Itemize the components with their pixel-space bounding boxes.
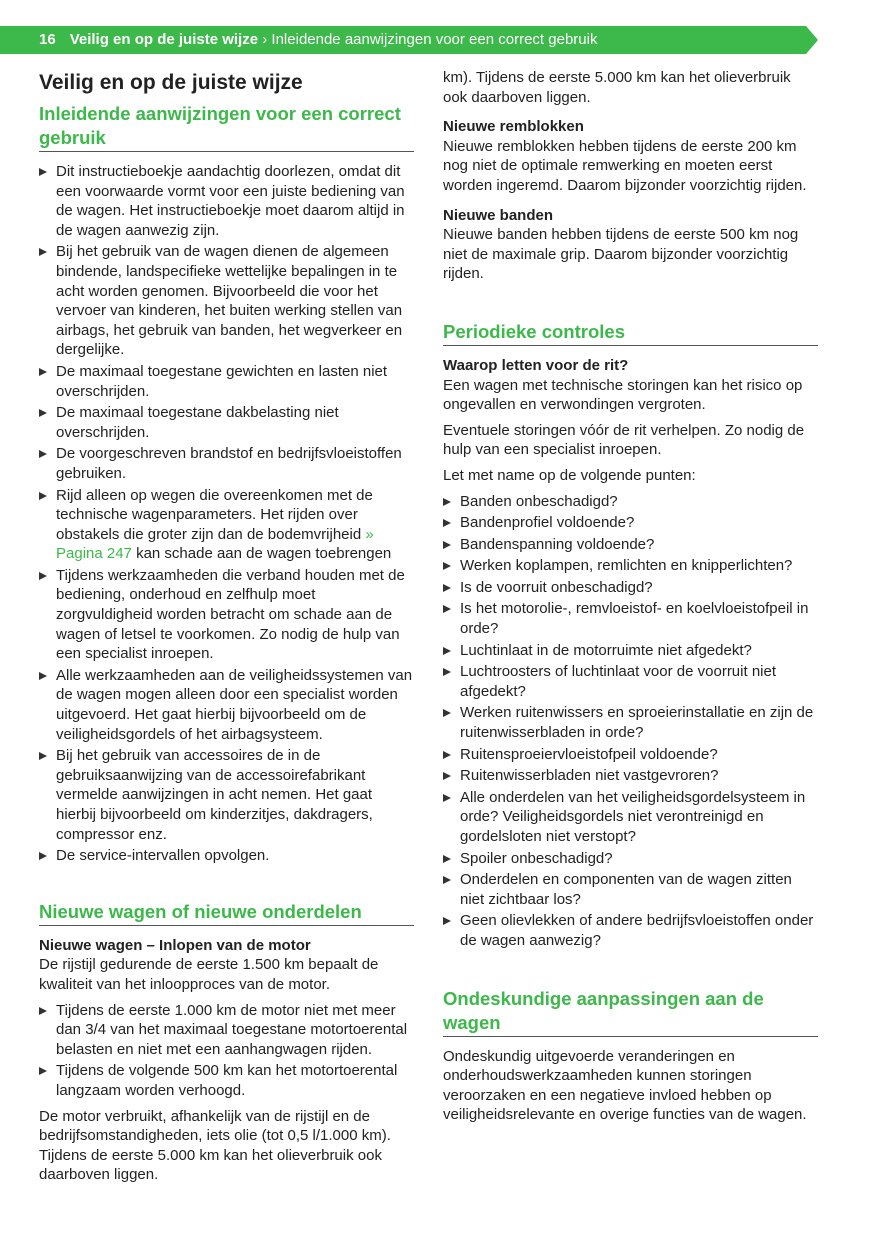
section-heading-new-car: Nieuwe wagen of nieuwe onderdelen: [39, 900, 414, 926]
list-item: Luchtroosters of luchtinlaat voor de voorruit niet afgedekt?: [443, 662, 818, 701]
paragraph: Eventuele storingen vóór de rit verhelpen. Zo nodig de hulp van een specialist inroepen.: [443, 421, 805, 459]
section-heading-intro: Inleidende aanwijzingen voor een correct gebruik: [39, 102, 414, 152]
page-title: Veilig en op de juiste wijze: [39, 71, 303, 94]
section-heading-modifications: Ondeskundige aanpassingen aan de wagen: [443, 987, 818, 1037]
paragraph: Ondeskundig uitgevoerde veranderingen en onderhoudswerkzaamheden kunnen storingen veroorzaken en een negatieve invloed hebben op veiligheidsrelevante en overige functies van de wagen.: [443, 1047, 807, 1124]
list-item: Is de voorruit onbeschadigd?: [443, 578, 818, 598]
list-item: Spoiler onbeschadigd?: [443, 849, 818, 869]
paragraph: Een wagen met technische storingen kan het risico op ongevallen en verwondingen vergroten.: [443, 376, 803, 414]
breadcrumb: [39, 31, 597, 48]
list-item: Luchtinlaat in de motorruimte niet afgedekt?: [443, 641, 818, 661]
subheading: Nieuwe wagen – Inlopen van de motor: [39, 936, 311, 954]
list-item: Geen olievlekken of andere bedrijfsvloeistoffen onder de wagen aanwezig?: [443, 911, 818, 950]
paragraph: De rijstijl gedurende de eerste 1.500 km bepaalt de kwaliteit van het inloopproces van de motor.: [39, 956, 379, 993]
list-item: De voorgeschreven brandstof en bedrijfsvloeistoffen gebruiken.: [39, 444, 414, 483]
section-heading-checks: Periodieke controles: [443, 320, 818, 346]
breadcrumb-separator: ›: [262, 31, 268, 48]
right-column: [443, 68, 818, 1131]
list-item: Banden onbeschadigd?: [443, 492, 818, 512]
checks-list: [443, 492, 818, 951]
header-bar: [0, 26, 818, 54]
list-item: Tijdens werkzaamheden die verband houden met de bediening, onderhoud en zelfhulp moet zorgvuldigheid worden betracht om schade aan de wagen of letsel te voorkomen. Zo nodig de hulp van een specialist inroepen.: [39, 566, 414, 664]
paragraph: De motor verbruikt, afhankelijk van de rijstijl en de bedrijfsomstandigheden, iets olie (tot 0,5 l/1.000 km). Tijdens de eerste 5.000 km kan het olieverbruik ook daarboven liggen.: [39, 1107, 391, 1184]
paragraph-continued: km). Tijdens de eerste 5.000 km kan het olieverbruik ook daarboven liggen.: [443, 69, 791, 106]
list-item: Ruitenwisserbladen niet vastgevroren?: [443, 766, 818, 786]
list-item: Is het motorolie-, remvloeistof- en koelvloeistofpeil in orde?: [443, 599, 818, 638]
list-item-text: kan schade aan de wagen toebrengen: [131, 545, 392, 563]
list-item: Tijdens de eerste 1.000 km de motor niet met meer dan 3/4 van het maximaal toegestane motortoerental belasten en niet met een aanhangwagen rijden.: [39, 1001, 414, 1060]
paragraph: Let met name op de volgende punten:: [443, 466, 696, 484]
list-item: De service-intervallen opvolgen.: [39, 846, 414, 866]
list-item: Onderdelen en componenten van de wagen zitten niet zichtbaar los?: [443, 870, 818, 909]
list-item: Alle werkzaamheden aan de veiligheidssystemen van de wagen mogen alleen door een specialist worden uitgevoerd. Het gaat hierbij bijvoorbeeld om de veiligheidsgordels of het airbagsysteem.: [39, 666, 414, 744]
subheading: Nieuwe banden: [443, 206, 554, 224]
list-item: Bij het gebruik van accessoires de in de gebruiksaanwijzing van de accessoirefabrikant vermelde aanwijzingen in acht nemen. Het gaat hierbij bijvoorbeeld om kinderzitjes, dakdragers, compressor enz.: [39, 746, 414, 844]
paragraph: Nieuwe banden hebben tijdens de eerste 500 km nog niet de maximale grip. Daarom bijzonder voorzichtig rijden.: [443, 226, 799, 283]
list-item: Werken koplampen, remlichten en knipperlichten?: [443, 556, 818, 576]
page-reference-link[interactable]: » Pagina 247: [56, 525, 374, 563]
breadcrumb-section: Inleidende aanwijzingen voor een correct gebruik: [271, 31, 598, 48]
list-item: Tijdens de volgende 500 km kan het motortoerental langzaam worden verhoogd.: [39, 1061, 414, 1100]
list-item: Ruitensproeiervloeistofpeil voldoende?: [443, 745, 818, 765]
breadcrumb-chapter[interactable]: Veilig en op de juiste wijze: [69, 31, 259, 48]
list-item: Bandenprofiel voldoende?: [443, 513, 818, 533]
page-number: 16: [39, 31, 56, 48]
left-column: [39, 66, 414, 1184]
list-item-text: Rijd alleen op wegen die overeenkomen met de technische wagenparameters. Het rijden over obstakels die groter zijn dan de bodemvrijheid: [56, 486, 373, 543]
list-item: Werken ruitenwissers en sproeierinstallatie en zijn de ruitenwisserbladen in orde?: [443, 703, 818, 742]
paragraph: Nieuwe remblokken hebben tijdens de eerste 200 km nog niet de optimale remwerking en moeten eerst worden ingeremd. Daarom bijzonder voorzichtig rijden.: [443, 137, 807, 194]
list-item: Alle onderdelen van het veiligheidsgordelsysteem in orde? Veiligheidsgordels niet verontreinigd en gordelsloten niet verstopt?: [443, 788, 818, 847]
list-item: De maximaal toegestane gewichten en lasten niet overschrijden.: [39, 362, 414, 401]
subheading: Waarop letten voor de rit?: [443, 356, 629, 374]
list-item: Bij het gebruik van de wagen dienen de algemeen bindende, landspecifieke wettelijke bepalingen in te acht worden genomen. Bijvoorbeeld die voor het vervoer van kinderen, het buiten werking stellen van airbags, het gebruik van banden, het wegverkeer en dergelijke.: [39, 242, 414, 360]
list-item: [39, 486, 414, 564]
intro-list: [39, 162, 414, 866]
new-car-list: [39, 1001, 414, 1101]
list-item: Dit instructieboekje aandachtig doorlezen, omdat dit een voorwaarde vormt voor een juiste bediening van de wagen. Het instructieboekje moet daarom altijd in de wagen aanwezig zijn.: [39, 162, 414, 240]
subheading: Nieuwe remblokken: [443, 118, 584, 136]
list-item: Bandenspanning voldoende?: [443, 535, 818, 555]
list-item: De maximaal toegestane dakbelasting niet overschrijden.: [39, 403, 414, 442]
